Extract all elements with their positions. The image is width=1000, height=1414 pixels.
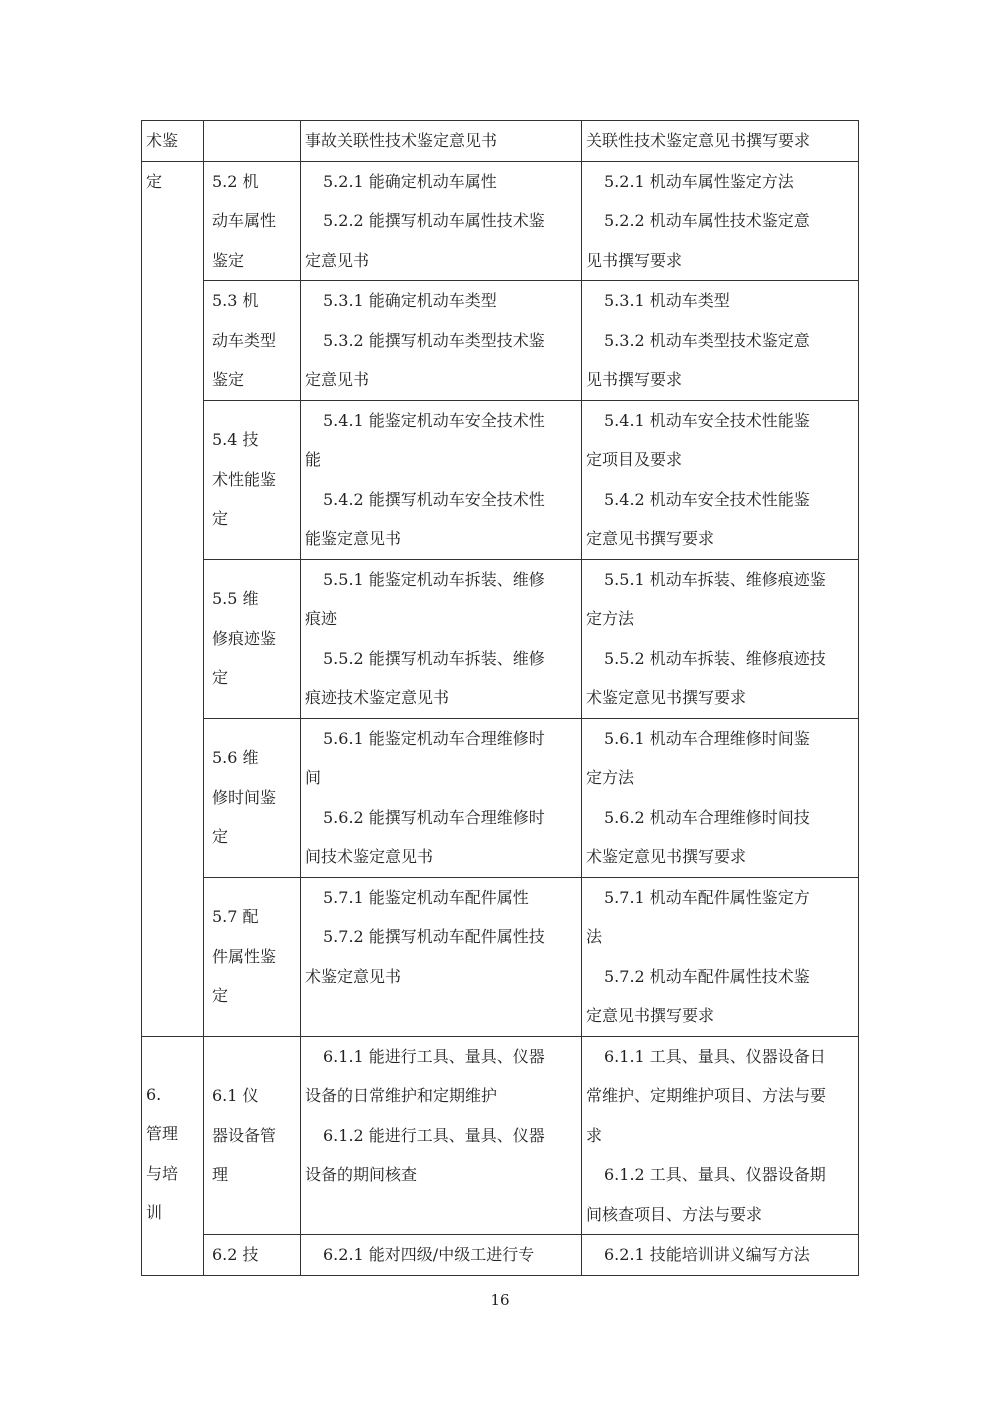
table-row xyxy=(142,559,859,718)
skill-cell-line: 5.6.1 能鉴定机动车合理维修时 xyxy=(323,728,545,748)
knowledge-cell-line: 5.2.1 机动车属性鉴定方法 xyxy=(604,171,794,191)
skill-cell-line: 6.2.1 能对四级/中级工进行专 xyxy=(323,1245,535,1264)
unit-cell-line: 5.3 机 xyxy=(212,291,259,310)
table-row xyxy=(142,121,859,162)
skill-cell-line: 痕迹 xyxy=(305,609,338,628)
table-row xyxy=(142,718,859,877)
unit-cell-line: 5.5 维 xyxy=(212,589,259,609)
unit-cell xyxy=(204,718,301,877)
unit-cell-line: 5.6 维 xyxy=(212,748,259,768)
unit-cell-line: 术性能鉴 xyxy=(212,469,277,489)
skill-cell-line: 定意见书 xyxy=(305,370,370,389)
knowledge-cell-line: 5.3.2 机动车类型技术鉴定意 xyxy=(604,330,810,350)
knowledge-cell-line: 5.7.2 机动车配件属性技术鉴 xyxy=(604,966,810,986)
table-row xyxy=(142,400,859,559)
knowledge-cell-line: 5.4.2 机动车安全技术性能鉴 xyxy=(604,489,810,509)
table-row xyxy=(142,281,859,401)
skill-cell-line: 5.3.2 能撰写机动车类型技术鉴 xyxy=(323,330,545,350)
skill-cell-line: 5.4.2 能撰写机动车安全技术性 xyxy=(323,489,545,509)
section6-title-cell-line: 与培 xyxy=(146,1163,179,1183)
section6-title-cell xyxy=(142,1036,204,1275)
skill-cell-line: 定意见书 xyxy=(305,250,370,270)
unit-cell xyxy=(204,400,301,559)
unit-cell xyxy=(204,161,301,281)
knowledge-cell xyxy=(582,161,859,281)
unit-cell-line: 件属性鉴 xyxy=(212,946,277,966)
unit-cell-line: 5.4 技 xyxy=(212,430,259,450)
knowledge-cell xyxy=(582,400,859,559)
knowledge-cell xyxy=(582,877,859,1036)
skill-cell xyxy=(301,718,582,877)
knowledge-cell-line: 5.7.1 机动车配件属性鉴定方 xyxy=(604,887,810,907)
skill-cell-line: 5.4.1 能鉴定机动车安全技术性 xyxy=(323,410,545,430)
knowledge-cell-line: 术鉴定意见书撰写要求 xyxy=(586,688,747,707)
skill-cell-line: 设备的日常维护和定期维护 xyxy=(305,1086,498,1105)
skill-cell xyxy=(301,161,582,281)
unit-cell-line: 6.1 仪 xyxy=(212,1086,259,1105)
table-row xyxy=(142,1235,859,1276)
skill-cell-line: 5.2.2 能撰写机动车属性技术鉴 xyxy=(323,211,545,230)
skill-cell-line: 痕迹技术鉴定意见书 xyxy=(305,688,450,707)
unit-cell xyxy=(204,1235,301,1276)
knowledge-cell-line: 常维护、定期维护项目、方法与要 xyxy=(586,1086,827,1105)
section6-title-cell-line: 训 xyxy=(146,1203,163,1222)
skill-cell-line: 5.7.1 能鉴定机动车配件属性 xyxy=(323,887,529,907)
knowledge-cell-line: 6.1.2 工具、量具、仪器设备期 xyxy=(604,1165,826,1184)
section5-title-cell-line: 术鉴 xyxy=(146,131,179,150)
skill-cell xyxy=(301,121,582,162)
unit-cell-line: 鉴定 xyxy=(212,370,245,389)
knowledge-cell-line: 5.5.2 机动车拆装、维修痕迹技 xyxy=(604,648,826,668)
skill-cell-line: 5.3.1 能确定机动车类型 xyxy=(323,291,497,310)
unit-cell-line: 6.2 技 xyxy=(212,1245,259,1264)
section5-title-cont-line: 定 xyxy=(146,171,163,191)
skill-cell-line: 能鉴定意见书 xyxy=(305,529,402,548)
section6-title-cell-line: 管理 xyxy=(146,1124,179,1143)
unit-cell-line: 定 xyxy=(212,986,229,1006)
knowledge-cell xyxy=(582,1235,859,1276)
skill-cell-line: 术鉴定意见书 xyxy=(305,966,402,986)
knowledge-cell xyxy=(582,1036,859,1235)
skill-cell xyxy=(301,1036,582,1235)
knowledge-cell-line: 5.6.1 机动车合理维修时间鉴 xyxy=(604,728,810,748)
page-number: 16 xyxy=(490,1291,510,1309)
knowledge-cell-line: 定方法 xyxy=(586,609,635,628)
knowledge-cell-line: 5.3.1 机动车类型 xyxy=(604,291,730,310)
knowledge-cell-line: 定项目及要求 xyxy=(586,450,683,469)
unit-cell-line: 动车类型 xyxy=(212,330,277,350)
skill-cell-line: 6.1.2 能进行工具、量具、仪器 xyxy=(323,1125,545,1145)
knowledge-cell-line: 定意见书撰写要求 xyxy=(586,529,715,548)
unit-cell-empty xyxy=(204,121,301,162)
knowledge-cell xyxy=(582,121,859,162)
skill-cell xyxy=(301,281,582,401)
knowledge-cell-line: 术鉴定意见书撰写要求 xyxy=(586,847,747,866)
knowledge-cell-line: 5.2.2 机动车属性技术鉴定意 xyxy=(604,211,810,230)
unit-cell-line: 5.2 机 xyxy=(212,171,259,191)
knowledge-cell-line: 5.6.2 机动车合理维修时间技 xyxy=(604,807,810,827)
skill-cell-line: 能 xyxy=(305,450,322,469)
unit-cell-line: 器设备管 xyxy=(212,1125,277,1145)
unit-cell xyxy=(204,559,301,718)
knowledge-cell xyxy=(582,281,859,401)
unit-cell-line: 修时间鉴 xyxy=(212,787,277,807)
table-row xyxy=(142,877,859,1036)
knowledge-cell-line: 6.1.1 工具、量具、仪器设备日 xyxy=(604,1046,826,1066)
unit-cell-line: 定 xyxy=(212,668,229,688)
knowledge-cell-line: 求 xyxy=(586,1125,603,1145)
table-row xyxy=(142,1036,859,1235)
table-row xyxy=(142,161,859,281)
knowledge-cell-line: 定方法 xyxy=(586,768,635,787)
knowledge-cell-line: 5.5.1 机动车拆装、维修痕迹鉴 xyxy=(604,569,826,589)
skill-cell-line: 5.5.2 能撰写机动车拆装、维修 xyxy=(323,648,545,668)
unit-cell xyxy=(204,281,301,401)
knowledge-cell-line: 法 xyxy=(586,927,603,946)
unit-cell xyxy=(204,1036,301,1235)
skill-cell-line: 6.1.1 能进行工具、量具、仪器 xyxy=(323,1046,545,1066)
skill-cell xyxy=(301,877,582,1036)
knowledge-cell-line: 定意见书撰写要求 xyxy=(586,1006,715,1025)
unit-cell-line: 动车属性 xyxy=(212,211,277,230)
skill-cell-line: 5.5.1 能鉴定机动车拆装、维修 xyxy=(323,569,545,589)
skill-cell-line: 5.6.2 能撰写机动车合理维修时 xyxy=(323,807,545,827)
unit-cell-line: 定 xyxy=(212,827,229,847)
knowledge-cell xyxy=(582,559,859,718)
unit-cell-line: 理 xyxy=(212,1165,229,1184)
unit-cell-line: 定 xyxy=(212,509,229,529)
section5-title-cont xyxy=(142,161,204,1036)
skills-table xyxy=(141,120,859,1276)
skill-cell-line: 间 xyxy=(305,768,322,787)
unit-cell-line: 鉴定 xyxy=(212,250,245,270)
skill-cell-line: 5.2.1 能确定机动车属性 xyxy=(323,171,497,191)
unit-cell-line: 修痕迹鉴 xyxy=(212,628,277,648)
knowledge-cell-line: 5.4.1 机动车安全技术性能鉴 xyxy=(604,410,810,430)
skill-cell-line: 事故关联性技术鉴定意见书 xyxy=(305,131,498,150)
skill-cell-line: 间技术鉴定意见书 xyxy=(305,847,434,866)
knowledge-cell xyxy=(582,718,859,877)
knowledge-cell-line: 间核查项目、方法与要求 xyxy=(586,1204,763,1224)
skill-cell xyxy=(301,559,582,718)
skill-cell xyxy=(301,400,582,559)
knowledge-cell-line: 见书撰写要求 xyxy=(586,250,683,270)
skill-cell xyxy=(301,1235,582,1276)
section5-title-cell xyxy=(142,121,204,162)
section6-title-cell-line: 6. xyxy=(146,1084,162,1104)
unit-cell xyxy=(204,877,301,1036)
knowledge-cell-line: 关联性技术鉴定意见书撰写要求 xyxy=(586,131,811,150)
skill-cell-line: 5.7.2 能撰写机动车配件属性技 xyxy=(323,927,545,946)
knowledge-cell-line: 6.2.1 技能培训讲义编写方法 xyxy=(604,1245,810,1264)
unit-cell-line: 5.7 配 xyxy=(212,907,259,927)
skill-cell-line: 设备的期间核查 xyxy=(305,1165,418,1184)
knowledge-cell-line: 见书撰写要求 xyxy=(586,370,683,389)
